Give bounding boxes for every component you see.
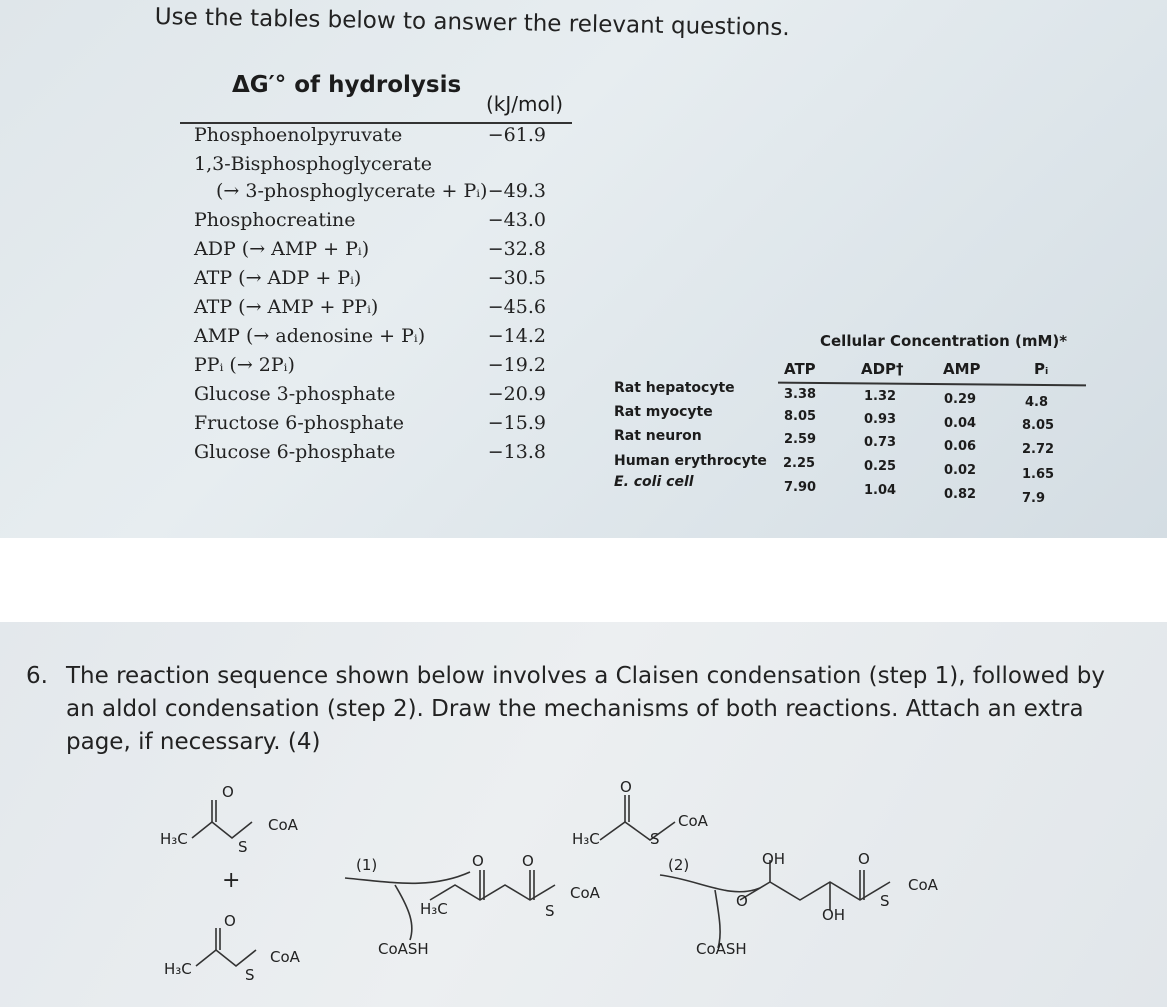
row-label: Rat myocyte (614, 404, 713, 420)
plus-sign: + (222, 868, 241, 893)
table-cell: 2.59 (784, 432, 817, 447)
carbonyl-bond (530, 870, 534, 900)
oxygen-label: O (222, 783, 234, 801)
table-row (194, 381, 554, 410)
row-label: Rat hepatocyte (614, 380, 735, 396)
delta-g-value: −13.8 (487, 441, 546, 463)
column-header-atp: ATP (784, 360, 816, 378)
oxygen-label: O (472, 852, 484, 870)
compound-name: Fructose 6-phosphate (194, 412, 404, 434)
table-row (194, 294, 554, 323)
carbonyl-bond (480, 870, 484, 900)
step-1-label: (1) (356, 856, 378, 874)
column-header-adp: ADP† (861, 360, 904, 378)
table-row (194, 323, 554, 352)
compound-name: Glucose 6-phosphate (194, 441, 396, 463)
column-header-amp: AMP (943, 360, 981, 378)
carbonyl-bond (860, 870, 864, 900)
table-cell: 8.05 (1022, 418, 1055, 433)
compound-name: Phosphoenolpyruvate (194, 124, 403, 146)
compound-name: 1,3-Bisphosphoglycerate (194, 153, 433, 175)
carbonyl-bond (212, 800, 216, 822)
table-cell: 0.02 (944, 463, 977, 478)
table-row (194, 410, 554, 439)
table-cell: 7.9 (1022, 491, 1046, 506)
table-cell: 8.05 (784, 409, 817, 424)
instruction-text: Use the tables below to answer the relevant questions. (154, 4, 790, 42)
step-2-arrow (660, 875, 760, 892)
table-cell: 1.32 (864, 389, 897, 404)
table-cell: 4.8 (1025, 395, 1049, 410)
oxygen-label: O (620, 778, 632, 796)
table-cell: 7.90 (784, 480, 817, 495)
sulfur-label: S (880, 892, 890, 910)
methyl-label: H₃C (572, 830, 600, 848)
question-text: The reaction sequence shown below involves a Claisen condensation (step 1), followed by an aldol condensation (step 2). Draw the mechanisms of both reactions. Attach an extra page, if necessary. (4) (66, 663, 1105, 755)
oxygen-label: O (858, 850, 870, 868)
reactant-1-bonds (192, 822, 252, 838)
oxygen-label: O (224, 912, 236, 930)
methyl-label: H₃C (164, 960, 192, 978)
row-label: Human erythrocyte (614, 453, 767, 469)
table-cell: 0.25 (864, 459, 897, 474)
step-2-label: (2) (668, 856, 690, 874)
oxygen-label: O (522, 852, 534, 870)
methyl-label: H₃C (420, 900, 448, 918)
sulfur-label: S (650, 830, 660, 848)
coa-label: CoA (270, 948, 300, 966)
delta-g-value: −61.9 (487, 124, 546, 146)
delta-g-value: −32.8 (487, 238, 546, 260)
compound-name: (→ 3-phosphoglycerate + Pᵢ) (216, 180, 488, 202)
table-cell: 0.04 (944, 416, 977, 431)
table-cell: 1.04 (864, 483, 897, 498)
delta-g-value: −14.2 (487, 325, 546, 347)
hydrolysis-table-title: ΔG′° of hydrolysis (232, 72, 462, 98)
table-row (194, 265, 554, 294)
compound-name: PPᵢ (→ 2Pᵢ) (194, 354, 295, 376)
delta-g-value: −45.6 (487, 296, 546, 318)
delta-g-value: −43.0 (487, 209, 546, 231)
table-cell: 1.65 (1022, 467, 1055, 482)
compound-name: ATP (→ AMP + PPᵢ) (194, 296, 379, 318)
table-cell: 2.25 (783, 456, 816, 471)
column-header-pi: Pᵢ (1034, 360, 1049, 378)
hydroxyl-label: OH (762, 850, 786, 868)
table-row (194, 439, 554, 468)
coa-label: CoA (908, 876, 938, 894)
hydroxyl-label: OH (822, 906, 846, 924)
sulfur-label: S (245, 966, 255, 984)
row-label: E. coli cell (614, 474, 694, 490)
table-row (194, 236, 554, 265)
compound-name: AMP (→ adenosine + Pᵢ) (194, 325, 426, 347)
coa-label: CoA (268, 816, 298, 834)
row-label: Rat neuron (614, 428, 702, 444)
table-cell: 0.82 (944, 487, 977, 502)
table-row (194, 207, 554, 236)
coash-label: CoASH (696, 940, 747, 958)
coa-label: CoA (570, 884, 600, 902)
hydrolysis-table (194, 122, 554, 468)
sulfur-label: S (238, 838, 248, 856)
table-cell: 0.06 (944, 439, 977, 454)
oxygen-label: O (736, 892, 748, 910)
table-cell: 0.93 (864, 412, 897, 427)
carbonyl-bond (216, 928, 220, 950)
sulfur-label: S (545, 902, 555, 920)
product-1-bonds (430, 885, 555, 900)
table-cell: 3.38 (784, 387, 817, 402)
question-number: 6. (26, 663, 48, 689)
hydrolysis-table-unit: (kJ/mol) (486, 92, 564, 116)
delta-g-value: −30.5 (487, 267, 546, 289)
delta-g-value: −19.2 (487, 354, 546, 376)
coash-label: CoASH (378, 940, 429, 958)
concentration-table-title: Cellular Concentration (mM)* (820, 332, 1068, 350)
table-cell: 0.73 (864, 435, 897, 450)
table-cell: 0.29 (944, 392, 977, 407)
coash-release-curve (395, 885, 412, 940)
table-row (194, 151, 554, 178)
delta-g-value: −15.9 (487, 412, 546, 434)
table-row (194, 122, 554, 151)
delta-g-value: −49.3 (487, 180, 546, 202)
compound-name: ADP (→ AMP + Pᵢ) (194, 238, 370, 260)
reagent-bonds (600, 822, 675, 840)
table-cell: 2.72 (1022, 442, 1055, 457)
table-row (194, 178, 554, 207)
carbonyl-bond (625, 795, 629, 822)
methyl-label: H₃C (160, 830, 188, 848)
compound-name: Glucose 3-phosphate (194, 383, 396, 405)
product-2-bonds (740, 882, 890, 900)
compound-name: Phosphocreatine (194, 209, 356, 231)
delta-g-value: −20.9 (487, 383, 546, 405)
compound-name: ATP (→ ADP + Pᵢ) (194, 267, 362, 289)
table-row (194, 352, 554, 381)
coa-label: CoA (678, 812, 708, 830)
reactant-2-bonds (196, 950, 256, 966)
